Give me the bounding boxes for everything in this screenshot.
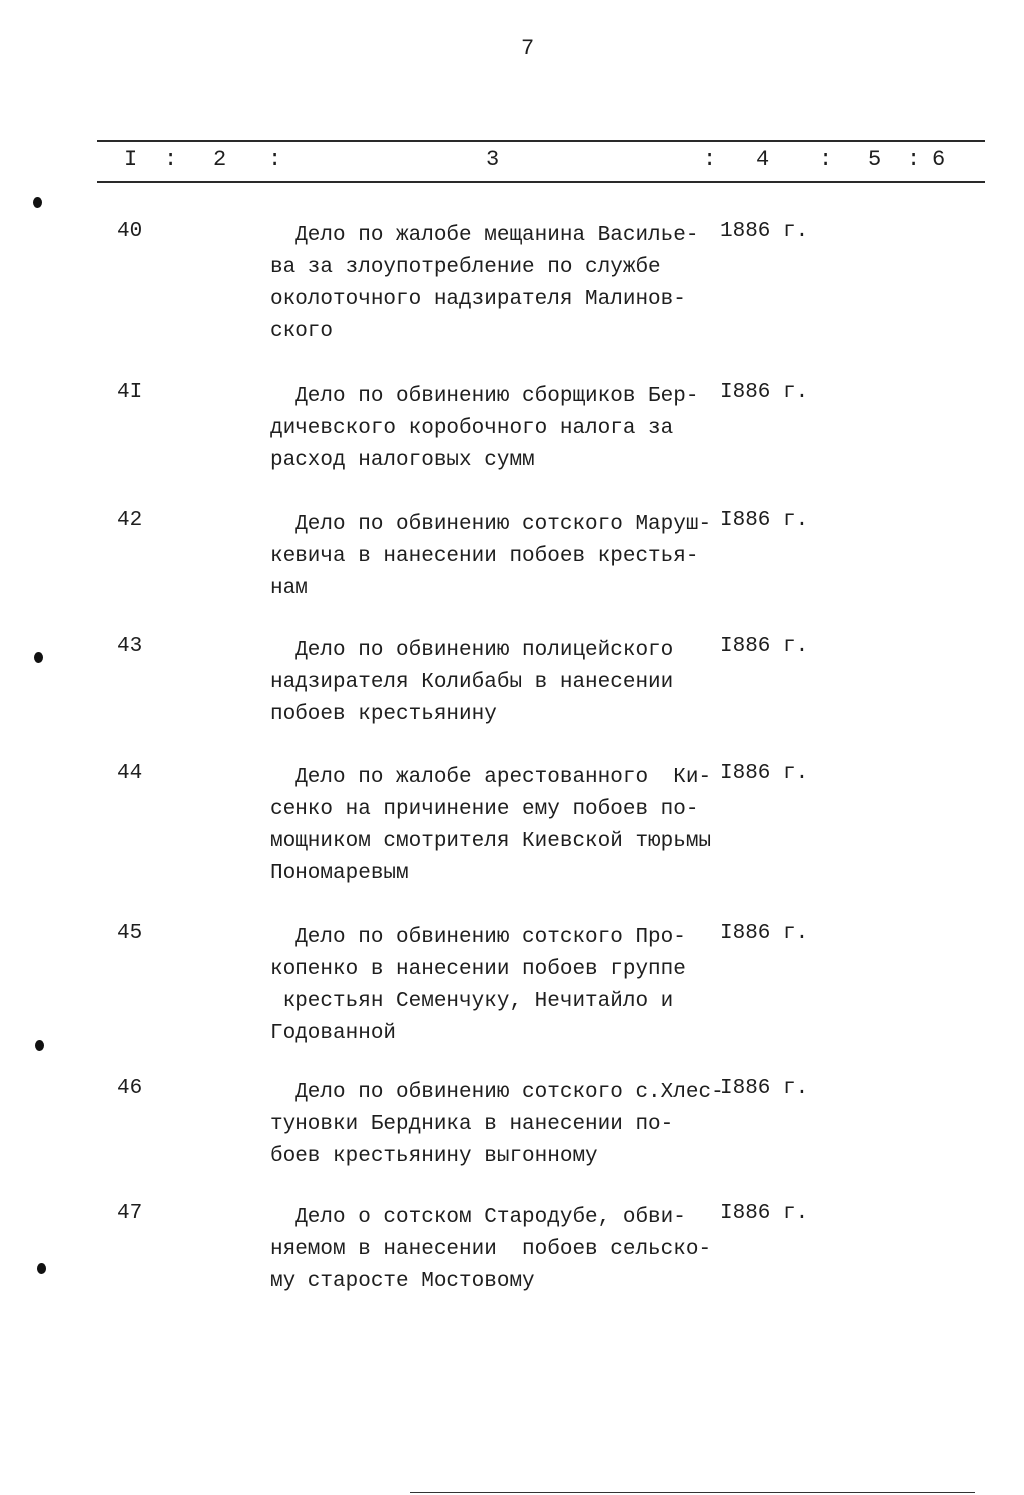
page-number: 7 (521, 36, 535, 61)
row-year: I886 г. (720, 922, 809, 945)
row-description (270, 509, 730, 605)
column-separator: : (819, 147, 833, 172)
row-number: 43 (117, 635, 143, 658)
row-description (270, 922, 730, 1050)
punch-hole-mark (34, 652, 43, 663)
column-2-header: 2 (213, 147, 227, 172)
table-header-bottom-rule (97, 181, 985, 183)
description-line: околоточного надзирателя Малинов- (270, 288, 686, 311)
punch-hole-mark (37, 1263, 46, 1274)
row-year: I886 г. (720, 635, 809, 658)
description-line: Дело по жалобе арестованного Ки- (270, 766, 712, 789)
row-number: 45 (117, 922, 143, 945)
description-line: Дело по обвинению сотского с.Хлес- (270, 1081, 724, 1104)
column-6-header: 6 (932, 147, 946, 172)
column-5-header: 5 (868, 147, 882, 172)
punch-hole-mark (33, 197, 42, 208)
row-year: I886 г. (720, 1077, 809, 1100)
row-number: 44 (117, 762, 143, 785)
description-line: кевича в нанесении побоев крестья- (270, 545, 699, 568)
bottom-edge-line (410, 1492, 975, 1493)
row-number: 46 (117, 1077, 143, 1100)
punch-hole-mark (35, 1040, 44, 1051)
row-year: I886 г. (720, 762, 809, 785)
row-number: 40 (117, 220, 143, 243)
description-line: дичевского коробочного налога за (270, 417, 674, 440)
description-line: ва за злоупотребление по службе (270, 256, 661, 279)
description-line: боев крестьянину выгонному (270, 1145, 598, 1168)
description-line: копенко в нанесении побоев группе (270, 958, 686, 981)
description-line: Дело по обвинению сотского Про- (270, 926, 686, 949)
description-line: сенко на причинение ему побоев по- (270, 798, 699, 821)
description-line: Годованной (270, 1022, 397, 1045)
row-description (270, 1077, 730, 1173)
description-line: Пономаревым (270, 862, 409, 885)
description-line: туновки Бердника в нанесении по- (270, 1113, 674, 1136)
column-separator: : (703, 147, 717, 172)
row-year: 1886 г. (720, 220, 809, 243)
row-year: I886 г. (720, 1202, 809, 1225)
column-separator: : (907, 147, 921, 172)
row-number: 47 (117, 1202, 143, 1225)
description-line: ского (270, 320, 334, 343)
column-1-header: I (124, 147, 138, 172)
description-line: надзирателя Колибабы в нанесении (270, 671, 674, 694)
description-line: Дело о сотском Стародубе, обви- (270, 1206, 686, 1229)
description-line: побоев крестьянину (270, 703, 497, 726)
column-4-header: 4 (756, 147, 770, 172)
column-separator: : (164, 147, 178, 172)
row-year: I886 г. (720, 509, 809, 532)
column-separator: : (268, 147, 282, 172)
table-header-top-rule (97, 140, 985, 142)
description-line: мощником смотрителя Киевской тюрьмы (270, 830, 712, 853)
description-line: няемом в нанесении побоев сельско- (270, 1238, 712, 1261)
column-3-header: 3 (486, 147, 500, 172)
description-line: крестьян Семенчуку, Нечитайло и (270, 990, 674, 1013)
description-line: Дело по жалобе мещанина Василье- (270, 224, 699, 247)
row-year: I886 г. (720, 381, 809, 404)
row-description (270, 381, 730, 477)
row-number: 42 (117, 509, 143, 532)
description-line: расход налоговых сумм (270, 449, 535, 472)
row-description (270, 1202, 730, 1298)
row-description (270, 762, 730, 890)
row-description (270, 635, 730, 731)
description-line: Дело по обвинению сотского Маруш- (270, 513, 712, 536)
row-description (270, 220, 730, 348)
description-line: му старосте Мостовому (270, 1270, 535, 1293)
description-line: Дело по обвинению сборщиков Бер- (270, 385, 699, 408)
description-line: нам (270, 577, 308, 600)
row-number: 4I (117, 381, 143, 404)
description-line: Дело по обвинению полицейского (270, 639, 674, 662)
